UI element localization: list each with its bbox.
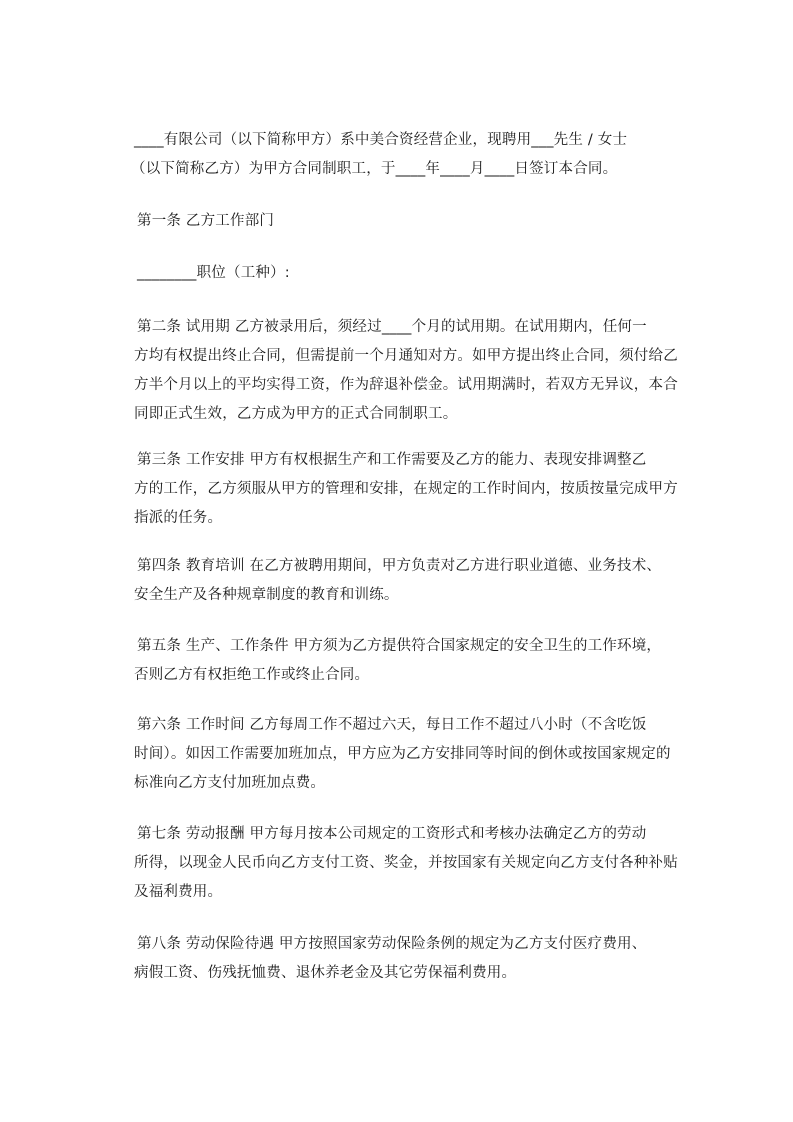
text-line: ________职位（工种）: bbox=[137, 265, 290, 281]
text-line: 安全生产及各种规章制度的教育和训练。 bbox=[134, 587, 399, 603]
contract-preamble bbox=[131, 126, 704, 184]
article-7-remuneration bbox=[134, 820, 707, 907]
text-line: 方半个月以上的平均实得工资，作为辞退补偿金。试用期满时，若双方无异议，本合 bbox=[134, 377, 678, 393]
text-line: 第四条 教育培训 在乙方被聘用期间，甲方负责对乙方进行职业道德、业务技术、 bbox=[137, 558, 662, 574]
text-line: 第三条 工作安排 甲方有权根据生产和工作需要及乙方的能力、表现安排调整乙 bbox=[137, 452, 647, 468]
article-2-probation bbox=[134, 313, 707, 429]
text-line: （以下简称乙方）为甲方合同制职工，于____年____月____日签订本合同。 bbox=[131, 161, 618, 177]
text-line: 病假工资、伤残抚恤费、退休养老金及其它劳保福利费用。 bbox=[134, 965, 517, 981]
article-5-conditions bbox=[134, 632, 707, 690]
article-8-insurance bbox=[134, 930, 707, 988]
text-line: 第一条 乙方工作部门 bbox=[137, 213, 275, 229]
text-line: 标准向乙方支付加班加点费。 bbox=[134, 775, 326, 791]
text-line: 第五条 生产、工作条件 甲方须为乙方提供符合国家规定的安全卫生的工作环境， bbox=[137, 638, 662, 654]
text-line: 指派的任务。 bbox=[134, 510, 223, 526]
article-3-work-arrangement bbox=[134, 446, 707, 533]
text-line: 第八条 劳动保险待遇 甲方按照国家劳动保险条例的规定为乙方支付医疗费用、 bbox=[137, 936, 647, 952]
text-line: ____有限公司（以下简称甲方）系中美合资经营企业，现聘用___先生 / 女士 bbox=[134, 132, 628, 148]
position-line bbox=[137, 259, 707, 288]
text-line: 否则乙方有权拒绝工作或终止合同。 bbox=[134, 667, 370, 683]
text-line: 第七条 劳动报酬 甲方每月按本公司规定的工资形式和考核办法确定乙方的劳动 bbox=[137, 826, 647, 842]
text-line: 第二条 试用期 乙方被录用后，须经过____个月的试用期。在试用期内，任何一 bbox=[137, 319, 647, 335]
text-line: 方均有权提出终止合同，但需提前一个月通知对方。如甲方提出终止合同，须付给乙 bbox=[134, 348, 678, 364]
article-6-working-hours bbox=[134, 711, 707, 798]
text-line: 第六条 工作时间 乙方每周工作不超过六天，每日工作不超过八小时（不含吃饭 bbox=[137, 717, 647, 733]
article-1-heading bbox=[137, 207, 707, 236]
text-line: 所得，以现金人民币向乙方支付工资、奖金，并按国家有关规定向乙方支付各种补贴 bbox=[134, 855, 678, 871]
article-4-training bbox=[134, 552, 707, 610]
text-line: 同即正式生效，乙方成为甲方的正式合同制职工。 bbox=[134, 406, 458, 422]
text-line: 及福利费用。 bbox=[134, 884, 223, 900]
text-line: 时间）。如因工作需要加班加点，甲方应为乙方安排同等时间的倒休或按国家规定的 bbox=[134, 746, 671, 762]
text-line: 方的工作，乙方须服从甲方的管理和安排，在规定的工作时间内，按质按量完成甲方 bbox=[134, 481, 678, 497]
